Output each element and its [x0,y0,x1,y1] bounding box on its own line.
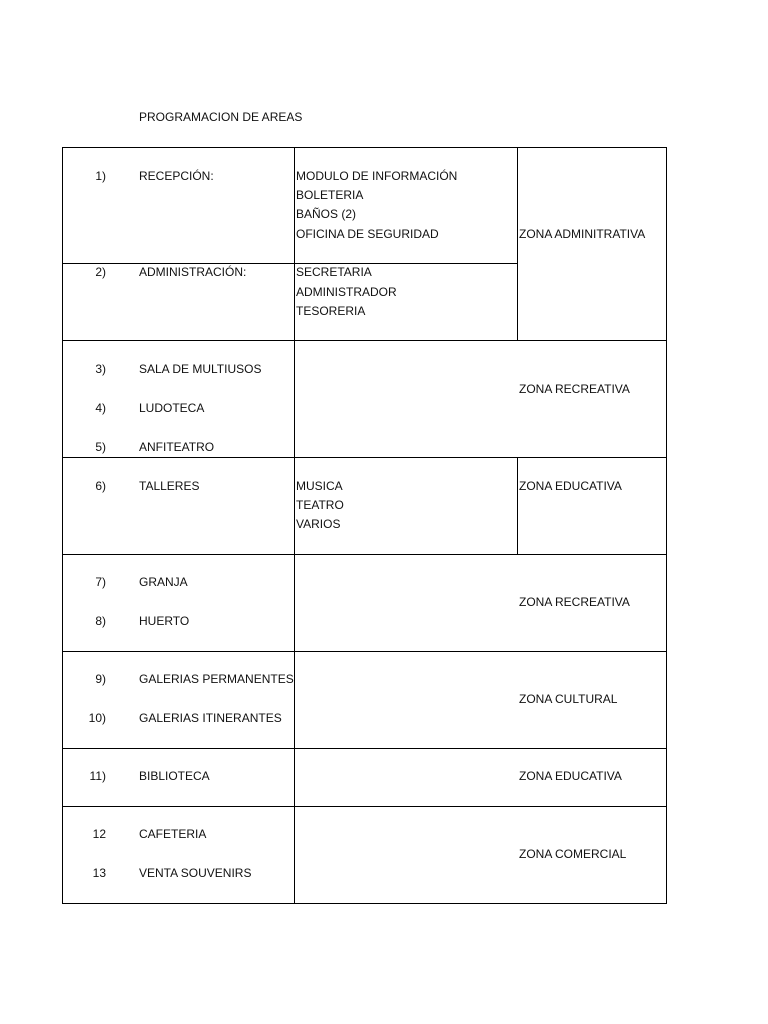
item-detail: ADMINISTRADOR [296,285,397,299]
table-border [62,263,518,264]
item-label: GALERIAS PERMANENTES [139,672,294,686]
zone-label: ZONA ADMINITRATIVA [519,227,646,241]
item-number: 7) [95,575,106,589]
table-border [62,554,667,555]
item-number: 5) [95,440,106,454]
item-number: 13 [92,866,106,880]
item-label: HUERTO [139,614,190,628]
item-detail: SECRETARIA [296,265,372,279]
item-label: RECEPCIÓN: [139,169,214,183]
item-detail: MUSICA [296,479,343,493]
table-border [62,651,667,652]
table-border [666,147,667,904]
table-border [62,147,63,904]
document-title: PROGRAMACION DE AREAS [139,110,303,124]
item-number: 2) [95,265,106,279]
item-label: ANFITEATRO [139,440,215,454]
item-label: LUDOTECA [139,401,205,415]
item-detail: OFICINA DE SEGURIDAD [296,227,439,241]
zone-label: ZONA COMERCIAL [519,847,627,861]
item-label: GRANJA [139,575,188,589]
item-number: 11) [89,769,106,783]
zone-label: ZONA RECREATIVA [519,382,630,396]
item-label: VENTA SOUVENIRS [139,866,252,880]
item-number: 4) [95,401,106,415]
item-label: BIBLIOTECA [139,769,210,783]
item-detail: BOLETERIA [296,188,364,202]
item-detail: TEATRO [296,498,344,512]
item-number: 10) [88,711,106,725]
item-label: TALLERES [139,479,200,493]
table-border [517,457,518,555]
table-border [294,147,295,904]
item-label: SALA DE MULTIUSOS [139,362,262,376]
zone-label: ZONA CULTURAL [519,692,618,706]
zone-label: ZONA EDUCATIVA [519,479,622,493]
item-number: 8) [95,614,106,628]
table-border [62,147,667,148]
table-border [62,748,667,749]
table-border [62,340,667,341]
item-detail: VARIOS [296,517,341,531]
item-detail: TESORERIA [296,304,366,318]
zone-label: ZONA RECREATIVA [519,595,630,609]
table-border [62,806,667,807]
item-detail: BAÑOS (2) [296,207,357,221]
item-number: 12 [92,827,106,841]
item-number: 1) [95,169,106,183]
zone-label: ZONA EDUCATIVA [519,769,622,783]
item-number: 9) [95,672,106,686]
item-label: GALERIAS ITINERANTES [139,711,282,725]
table-border [517,147,518,341]
item-detail: MODULO DE INFORMACIÓN [296,169,458,183]
item-label: ADMINISTRACIÓN: [139,265,247,279]
item-number: 6) [95,479,106,493]
item-number: 3) [95,362,106,376]
table-border [62,903,667,904]
item-label: CAFETERIA [139,827,207,841]
